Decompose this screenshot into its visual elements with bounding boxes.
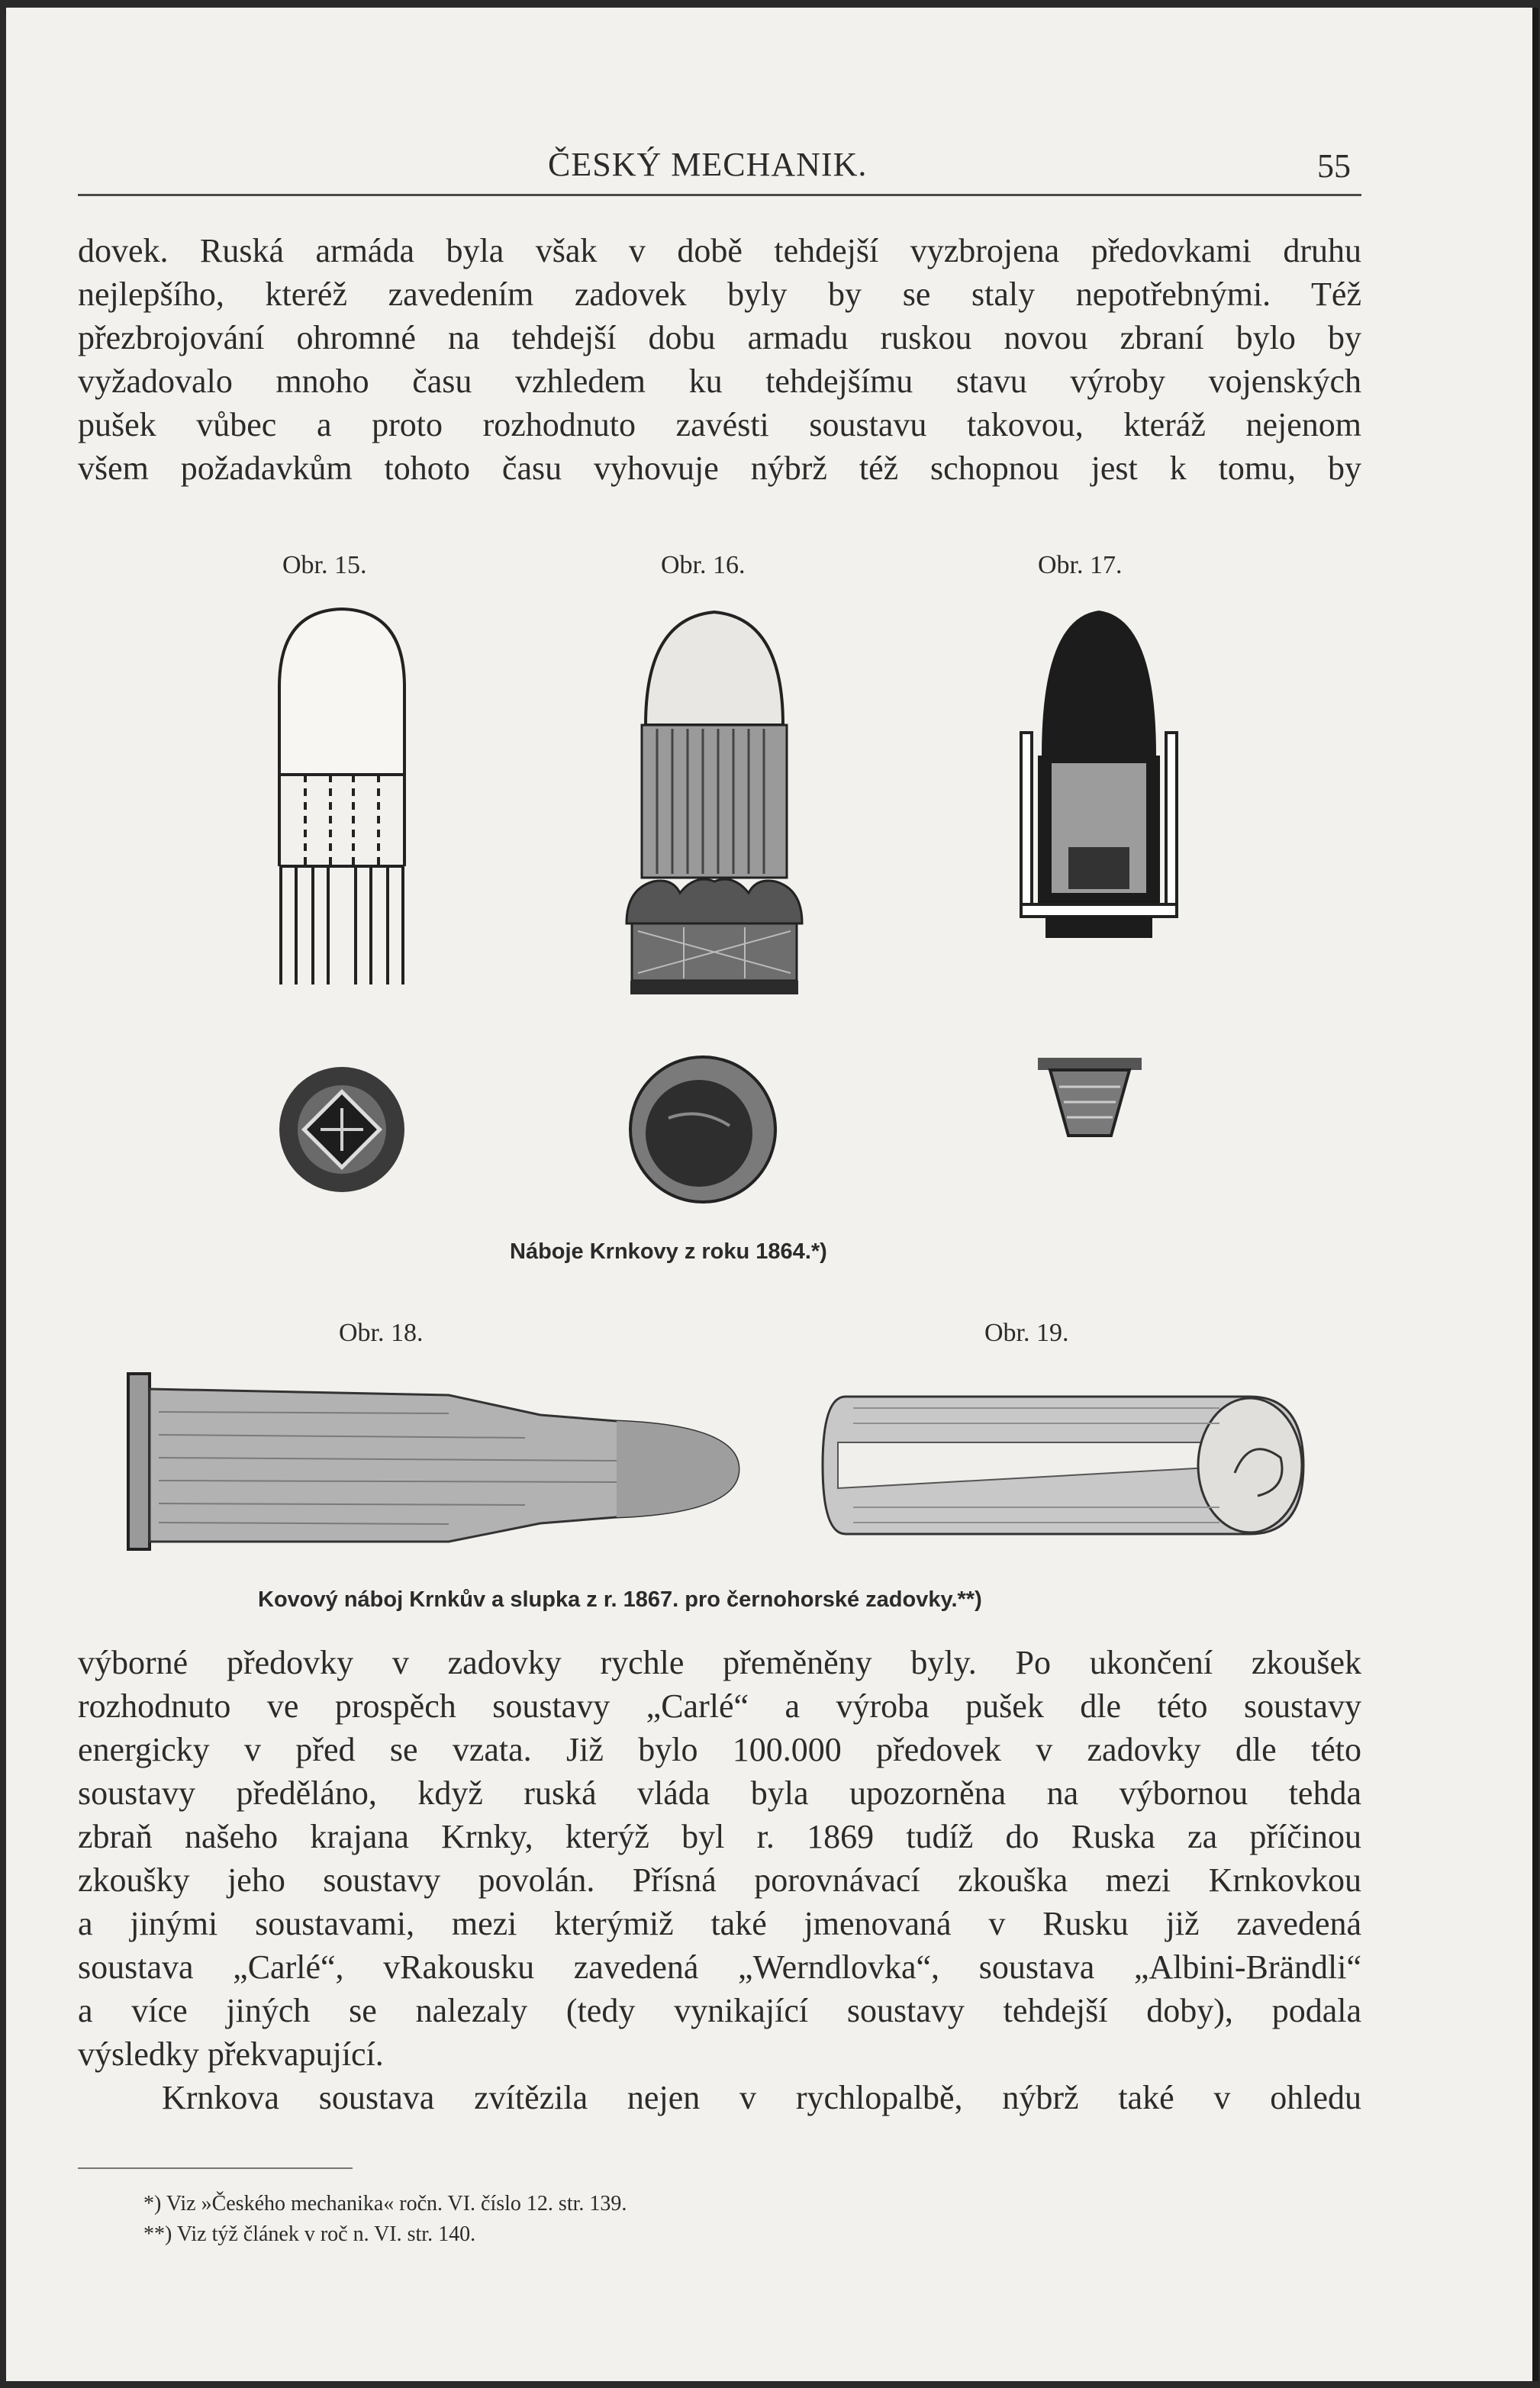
text-line: soustava „Carlé“, vRakousku zavedená „Werndlovka“, soustava „Albini-Brändli“ (78, 1948, 1361, 1986)
text-line: pušek vůbec a proto rozhodnuto zavésti soustavu takovou, kteráž nejenom (78, 406, 1361, 443)
fig18-label: Obr. 18. (339, 1319, 424, 1347)
fig15-cartridge-drawing (273, 603, 411, 1000)
text-line: Krnkova soustava zvítězila nejen v rychlopalbě, nýbrž také v ohledu (162, 2079, 1361, 2116)
fig15-label: Obr. 15. (282, 551, 367, 579)
figure-caption-1864: Náboje Krnkovy z roku 1864.*) (510, 1239, 827, 1264)
fig17-label: Obr. 17. (1038, 551, 1123, 579)
text-line: zkoušky jeho soustavy povolán. Přísná porovnávací zkouška mezi Krnkovkou (78, 1861, 1361, 1899)
text-line: energicky v před se vzata. Již bylo 100.000 předovek v zadovky dle této (78, 1731, 1361, 1768)
fig17-cartridge-drawing (1015, 603, 1183, 1007)
figure-caption-1867: Kovový náboj Krnkův a slupka z r. 1867. pro černohorské zadovky.**) (258, 1587, 982, 1612)
fig16-cartridge-drawing (623, 603, 806, 1015)
text-line: všem požadavkům tohoto času vyhovuje nýbrž též schopnou jest k tomu, by (78, 450, 1361, 487)
text-line: rozhodnuto ve prospěch soustavy „Carlé“ a výroba pušek dle této soustavy (78, 1687, 1361, 1725)
footnote-1: *) Viz »Českého mechanika« ročn. VI. číslo 12. str. 139. (143, 2192, 627, 2216)
book-page (6, 8, 1538, 2381)
fig16-base-drawing (623, 1053, 783, 1206)
text-line: a více jiných se nalezaly (tedy vynikající soustavy tehdejší doby), podala (78, 1992, 1361, 2029)
text-line: výborné předovky v zadovky rychle přeměněny byly. Po ukončení zkoušek (78, 1644, 1361, 1681)
running-header-title: ČESKÝ MECHANIK. (548, 146, 868, 183)
paragraph-bottom (78, 1641, 1361, 2119)
fig15-base-drawing (273, 1061, 411, 1198)
text-line: a jinými soustavami, mezi kterýmiž také jmenovaná v Rusku již zavedená (78, 1905, 1361, 1942)
page-number: 55 (1317, 147, 1351, 185)
text-line: nejlepšího, kteréž zavedením zadovek byly by se staly nepotřebnými. Též (78, 276, 1361, 313)
footnote-2: **) Viz týž článek v roč n. VI. str. 140. (143, 2222, 476, 2246)
header-rule (78, 194, 1361, 196)
text-line: zbraň našeho krajana Krnky, kterýž byl r. 1869 tudíž do Ruska za příčinou (78, 1818, 1361, 1855)
fig19-label: Obr. 19. (984, 1319, 1069, 1347)
fig16-label: Obr. 16. (661, 551, 746, 579)
paragraph-top (78, 229, 1361, 490)
fig19-sleeve-drawing (823, 1374, 1311, 1565)
fig18-cartridge-drawing (128, 1366, 754, 1572)
text-line: výsledky překvapující. (78, 2035, 384, 2073)
footnote-rule (78, 2167, 353, 2169)
fig17-wad-drawing (1036, 1056, 1143, 1140)
text-line: přezbrojování ohromné na tehdejší dobu armadu ruskou novou zbraní bylo by (78, 319, 1361, 356)
text-line: soustavy předěláno, když ruská vláda byla upozorněna na výbornou tehda (78, 1774, 1361, 1812)
text-line: dovek. Ruská armáda byla však v době tehdejší vyzbrojena předovkami druhu (78, 232, 1361, 269)
text-line: vyžadovalo mnoho času vzhledem ku tehdejšímu stavu výroby vojenských (78, 363, 1361, 400)
